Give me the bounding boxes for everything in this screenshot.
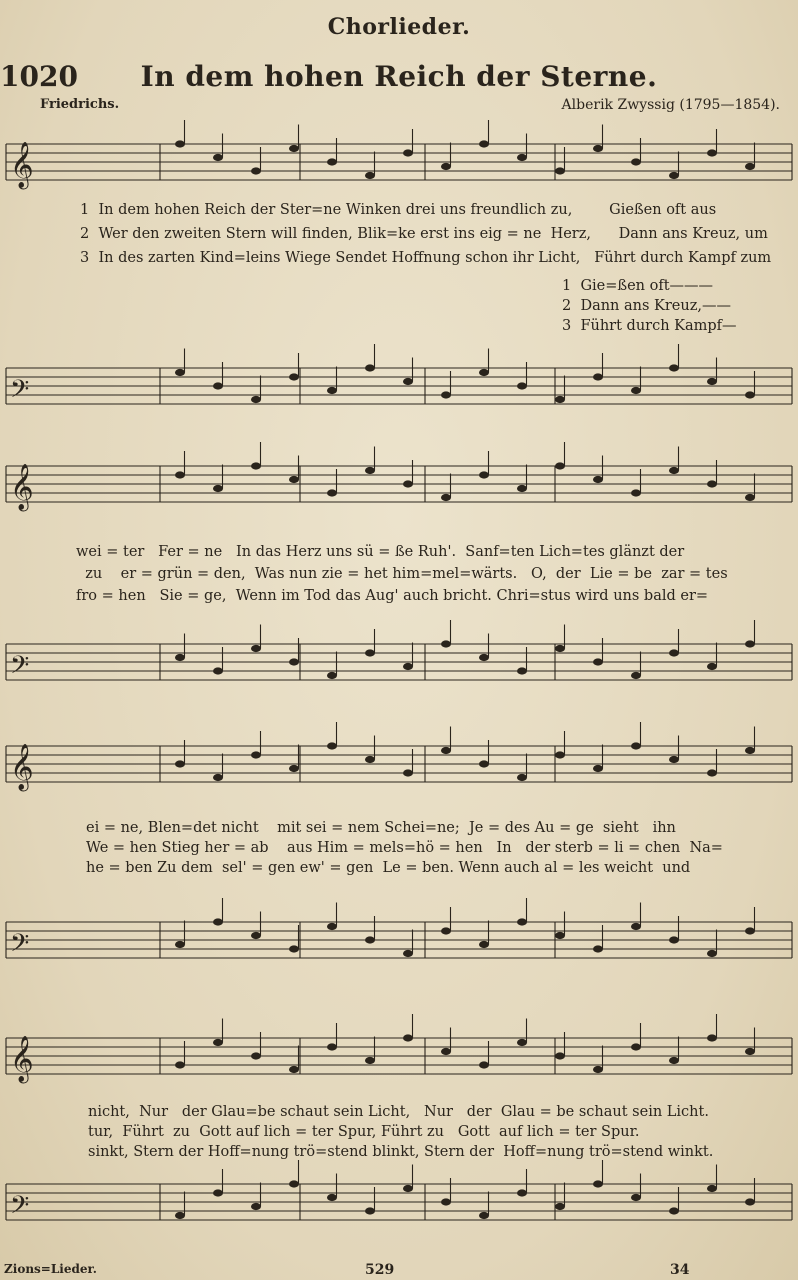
notehead [441, 391, 451, 398]
notehead [555, 396, 565, 403]
notehead [289, 658, 299, 665]
page-number: 529 [365, 1262, 395, 1278]
lyric-line: 2 Wer den zweiten Stern will finden, Blik=ke erst ins eig = ne Herz, Dann ans Kreuz, um [80, 226, 768, 242]
notehead [631, 923, 641, 930]
treble-staff-1 [0, 136, 798, 196]
notehead [479, 140, 489, 147]
notehead [403, 1185, 413, 1192]
notehead [631, 158, 641, 165]
notehead [745, 640, 755, 647]
notehead [327, 1043, 337, 1050]
notehead [251, 932, 261, 939]
notehead [479, 471, 489, 478]
lyric-line: sinkt, Stern der Hoff=nung trö=stend blinkt, Stern der Hoff=nung trö=stend winkt. [88, 1144, 714, 1160]
notehead [707, 769, 717, 776]
notehead [213, 918, 223, 925]
notehead [631, 489, 641, 496]
footer-book-title: Zions=Lieder. [4, 1262, 97, 1276]
bass-clef-icon: 𝄢 [10, 375, 30, 410]
lyric-line: he = ben Zu dem sel' = gen ew' = gen Le = ben. Wenn auch al = les weicht und [86, 860, 691, 876]
notehead [593, 1066, 603, 1073]
notehead [631, 1194, 641, 1201]
notehead [403, 480, 413, 487]
notehead [175, 760, 185, 767]
notehead [327, 489, 337, 496]
notehead [669, 649, 679, 656]
notehead [441, 163, 451, 170]
refrain-line: 1 Gie=ßen oft——— [562, 278, 714, 294]
notehead [365, 467, 375, 474]
notehead [175, 941, 185, 948]
notehead [403, 149, 413, 156]
notehead [327, 923, 337, 930]
bass-staff-1 [0, 360, 798, 420]
notehead [403, 378, 413, 385]
notehead [365, 756, 375, 763]
bass-staff-2 [0, 636, 798, 696]
notehead [479, 941, 489, 948]
notehead [669, 936, 679, 943]
notehead [631, 1043, 641, 1050]
notehead [745, 747, 755, 754]
notehead [441, 747, 451, 754]
notehead [289, 1066, 299, 1073]
hymn-title: In dem hohen Reich der Sterne. [140, 60, 658, 93]
notehead [517, 1189, 527, 1196]
lyric-line: wei = ter Fer = ne In das Herz uns sü = ße Ruh'. Sanf=ten Lich=tes glänzt der [76, 544, 685, 560]
notehead [213, 1189, 223, 1196]
lyric-line: nicht, Nur der Glau=be schaut sein Licht, Nur der Glau = be schaut sein Licht. [88, 1104, 709, 1120]
refrain-line: 2 Dann ans Kreuz,—— [562, 298, 731, 314]
treble-staff-4 [0, 1030, 798, 1090]
notehead [517, 667, 527, 674]
notehead [669, 364, 679, 371]
notehead [707, 1185, 717, 1192]
notehead [745, 1048, 755, 1055]
notehead [213, 382, 223, 389]
notehead [479, 1061, 489, 1068]
treble-staff-2 [0, 458, 798, 518]
bass-clef-icon: 𝄢 [10, 651, 30, 686]
notehead [289, 765, 299, 772]
notehead [593, 373, 603, 380]
notehead [441, 494, 451, 501]
notehead [251, 1203, 261, 1210]
notehead [669, 756, 679, 763]
notehead [365, 172, 375, 179]
treble-clef-icon: 𝄞 [10, 464, 34, 510]
notehead [593, 658, 603, 665]
notehead [517, 382, 527, 389]
notehead [289, 476, 299, 483]
notehead [403, 769, 413, 776]
notehead [745, 927, 755, 934]
notehead [175, 140, 185, 147]
notehead [327, 672, 337, 679]
notehead [441, 640, 451, 647]
notehead [251, 396, 261, 403]
notehead [251, 1052, 261, 1059]
notehead [517, 774, 527, 781]
section-title: Chorlieder. [327, 14, 471, 40]
notehead [707, 1034, 717, 1041]
notehead [669, 172, 679, 179]
refrain-block [562, 278, 737, 334]
notehead [669, 1207, 679, 1214]
notehead [365, 1057, 375, 1064]
hymn-number: 1020 [0, 60, 78, 93]
notehead [479, 1212, 489, 1219]
notehead [593, 945, 603, 952]
notehead [213, 667, 223, 674]
notehead [175, 1061, 185, 1068]
notehead [517, 1039, 527, 1046]
signature-mark: 34 [670, 1262, 690, 1278]
notehead [251, 645, 261, 652]
notehead [631, 672, 641, 679]
notehead [403, 1034, 413, 1041]
notehead [479, 369, 489, 376]
treble-clef-icon: 𝄞 [10, 744, 34, 790]
treble-staff-3 [0, 738, 798, 798]
notehead [593, 476, 603, 483]
notehead [517, 918, 527, 925]
notehead [175, 369, 185, 376]
notehead [555, 462, 565, 469]
notehead [175, 1212, 185, 1219]
lyric-line: 3 In des zarten Kind=leins Wiege Sendet Hoffnung schon ihr Licht, Führt durch Kampf zum [80, 250, 772, 266]
composer: Alberik Zwyssig (1795—1854). [561, 97, 780, 113]
notehead [669, 467, 679, 474]
bass-staff-4 [0, 1176, 798, 1236]
notehead [327, 1194, 337, 1201]
notehead [707, 480, 717, 487]
notehead [555, 645, 565, 652]
notehead [365, 936, 375, 943]
bass-clef-icon: 𝄢 [10, 929, 30, 964]
notehead [555, 932, 565, 939]
notehead [365, 649, 375, 656]
bass-clef-icon: 𝄢 [10, 1191, 30, 1226]
notehead [289, 945, 299, 952]
notehead [327, 158, 337, 165]
treble-clef-icon: 𝄞 [10, 1036, 34, 1082]
notehead [517, 485, 527, 492]
notehead [707, 663, 717, 670]
notehead [403, 950, 413, 957]
notehead [251, 751, 261, 758]
lyric-line: fro = hen Sie = ge, Wenn im Tod das Aug' auch bricht. Chri=stus wird uns bald er= [76, 588, 709, 604]
notehead [631, 742, 641, 749]
notehead [251, 167, 261, 174]
lyric-line: We = hen Stieg her = ab aus Him = mels=hö = hen In der sterb = li = chen Na= [86, 840, 723, 856]
notehead [555, 1052, 565, 1059]
notehead [707, 378, 717, 385]
lyric-line: ei = ne, Blen=det nicht mit sei = nem Schei=ne; Je = des Au = ge sieht ihn [86, 820, 676, 836]
notehead [593, 765, 603, 772]
notehead [593, 1180, 603, 1187]
refrain-line: 3 Führt durch Kampf— [562, 318, 737, 334]
notehead [403, 663, 413, 670]
notehead [745, 1198, 755, 1205]
lyric-line: zu er = grün = den, Was nun zie = het him=mel=wärts. O, der Lie = be zar = tes [76, 566, 728, 582]
notehead [365, 364, 375, 371]
notehead [175, 654, 185, 661]
bass-staff-3 [0, 914, 798, 974]
notehead [289, 373, 299, 380]
notehead [289, 1180, 299, 1187]
notehead [555, 1203, 565, 1210]
notehead [479, 760, 489, 767]
notehead [175, 471, 185, 478]
notehead [479, 654, 489, 661]
notehead [517, 154, 527, 161]
notehead [327, 387, 337, 394]
notehead [745, 391, 755, 398]
notehead [441, 1198, 451, 1205]
notehead [441, 927, 451, 934]
notehead [441, 1048, 451, 1055]
notehead [555, 751, 565, 758]
notehead [745, 163, 755, 170]
notehead [669, 1057, 679, 1064]
notehead [555, 167, 565, 174]
tune-name: Friedrichs. [40, 97, 120, 112]
notehead [707, 950, 717, 957]
notehead [289, 145, 299, 152]
notehead [631, 387, 641, 394]
notehead [327, 742, 337, 749]
treble-clef-icon: 𝄞 [10, 142, 34, 188]
lyric-line: 1 In dem hohen Reich der Ster=ne Winken drei uns freundlich zu, Gießen oft aus [80, 202, 717, 218]
lyric-line: tur, Führt zu Gott auf lich = ter Spur, Führt zu Gott auf lich = ter Spur. [88, 1124, 640, 1140]
notehead [213, 154, 223, 161]
notehead [251, 462, 261, 469]
notehead [213, 1039, 223, 1046]
notehead [365, 1207, 375, 1214]
notehead [213, 485, 223, 492]
notehead [593, 145, 603, 152]
notehead [745, 494, 755, 501]
notehead [707, 149, 717, 156]
notehead [213, 774, 223, 781]
